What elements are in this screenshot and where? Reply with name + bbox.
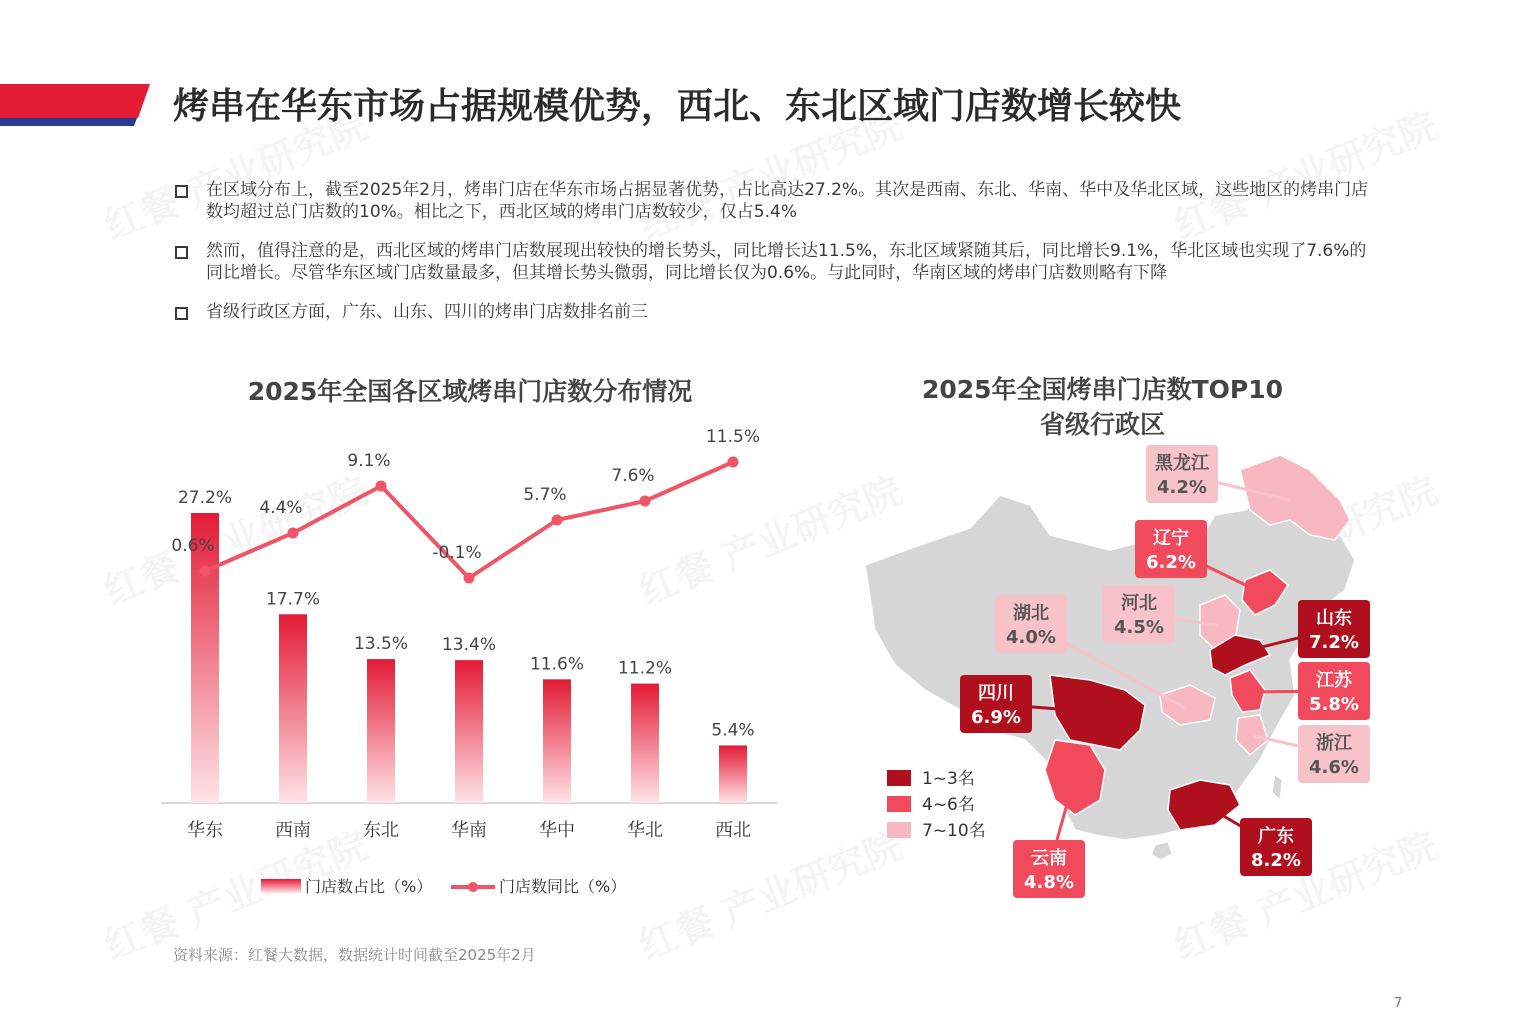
map-chart-title <box>880 372 1325 442</box>
bullet-text: 在区域分布上，截至2025年2月，烤串门店在华东市场占据显著优势，占比高达27.2%。其次是西南、东北、华南、华中及华北区域，这些地区的烤串门店数均超过总门店数的10%。相比之下，西北区域的烤串门店数较少，仅占5.4% <box>206 180 1369 222</box>
map-legend-swatch <box>887 822 911 838</box>
bar-value-label: 11.6% <box>529 654 585 675</box>
line-value-label: -0.1% <box>432 543 482 563</box>
callout-浙江 <box>1298 725 1370 783</box>
line-value-label: 5.7% <box>523 485 567 505</box>
map-island <box>1152 842 1172 860</box>
bullet-item <box>175 241 1375 284</box>
callout-山东 <box>1298 600 1370 658</box>
callout-value-label: 7.2% <box>1309 632 1359 653</box>
bar-value-label: 13.4% <box>441 635 497 656</box>
bar-东北 <box>367 659 395 803</box>
bar-value-label: 17.7% <box>265 589 321 610</box>
callout-value-label: 8.2% <box>1251 850 1301 871</box>
bar-西北 <box>719 745 747 803</box>
bullet-list <box>175 180 1375 342</box>
map-title-line-1: 2025年全国烤串门店数TOP10 <box>922 375 1283 404</box>
bullet-text: 然而，值得注意的是，西北区域的烤串门店数展现出较快的增长势头，同比增长达11.5%，东北区域紧随其后，同比增长9.1%，华北区域也实现了7.6%的同比增长。尽管华东区域门店数量最多，但其增长势头微弱，同比增长仅为0.6%。与此同时，华南区域的烤串门店数则略有下降 <box>206 241 1367 283</box>
map-title-line-2: 省级行政区 <box>1039 410 1165 439</box>
callout-province-name: 黑龙江 <box>1155 453 1209 474</box>
callout-辽宁 <box>1135 520 1207 578</box>
bar-line-chart <box>155 400 785 910</box>
callout-province-name: 湖北 <box>1013 603 1049 624</box>
map-legend-label: 1~3名 <box>922 769 975 789</box>
callout-province-name: 江苏 <box>1316 670 1352 691</box>
x-tick-label: 华南 <box>451 820 487 841</box>
legend-bar-swatch <box>261 879 301 893</box>
line-value-label: 9.1% <box>347 451 391 471</box>
x-tick-label: 华东 <box>187 820 223 841</box>
legend-line-label: 门店数同比（%） <box>499 877 627 896</box>
x-tick-label: 华北 <box>627 820 663 841</box>
bar-西南 <box>279 614 307 803</box>
bullet-item <box>175 180 1375 223</box>
bar-value-label: 11.2% <box>617 658 673 679</box>
bullet-square-icon <box>175 185 188 198</box>
bullet-text: 省级行政区方面，广东、山东、四川的烤串门店数排名前三 <box>206 302 648 322</box>
callout-value-label: 4.6% <box>1309 757 1359 778</box>
callout-黑龙江 <box>1146 445 1218 503</box>
map-island <box>1272 775 1282 800</box>
page-number: 7 <box>1394 996 1403 1011</box>
line-point <box>464 573 475 584</box>
callout-value-label: 4.0% <box>1006 627 1056 648</box>
line-value-label: 7.6% <box>611 466 655 486</box>
title-accent-bar <box>0 84 150 126</box>
province-guangdong <box>1168 780 1240 830</box>
bullet-square-icon <box>175 246 188 259</box>
callout-value-label: 6.2% <box>1146 552 1196 573</box>
map-legend-label: 4~6名 <box>922 795 975 815</box>
line-point <box>640 496 651 507</box>
line-point <box>288 528 299 539</box>
legend-bar-label: 门店数占比（%） <box>305 877 433 896</box>
line-point <box>728 457 739 468</box>
x-tick-label: 西北 <box>715 820 751 841</box>
x-tick-label: 西南 <box>275 820 311 841</box>
callout-河北 <box>1103 585 1175 643</box>
china-map <box>850 440 1520 910</box>
bar-chart-title: 2025年全国各区域烤串门店数分布情况 <box>247 377 693 406</box>
bar-华北 <box>631 684 659 803</box>
callout-value-label: 5.8% <box>1309 694 1359 715</box>
callout-江苏 <box>1298 662 1370 720</box>
x-tick-label: 东北 <box>363 820 399 841</box>
callout-湖北 <box>995 595 1067 653</box>
bar-value-label: 13.5% <box>353 634 409 655</box>
data-source-note: 资料来源：红餐大数据，数据统计时间截至2025年2月 <box>173 946 536 964</box>
callout-value-label: 4.8% <box>1024 872 1074 893</box>
callout-广东 <box>1240 818 1312 876</box>
bar-华中 <box>543 679 571 803</box>
map-legend-label: 7~10名 <box>922 821 986 841</box>
bar-华东 <box>191 513 219 803</box>
callout-province-name: 四川 <box>978 683 1014 704</box>
line-value-label: 0.6% <box>171 536 215 556</box>
callout-value-label: 4.2% <box>1157 477 1207 498</box>
callout-value-label: 4.5% <box>1114 617 1164 638</box>
bar-华南 <box>455 660 483 803</box>
line-value-label: 11.5% <box>705 427 761 447</box>
callout-province-name: 河北 <box>1121 593 1157 614</box>
callout-province-name: 辽宁 <box>1153 528 1189 549</box>
callout-province-name: 山东 <box>1316 608 1352 629</box>
callout-value-label: 6.9% <box>971 707 1021 728</box>
line-point <box>552 515 563 526</box>
map-legend-swatch <box>887 770 911 786</box>
line-point <box>376 481 387 492</box>
callout-province-name: 浙江 <box>1316 733 1352 754</box>
callout-云南 <box>1013 840 1085 898</box>
bar-value-label: 27.2% <box>177 488 233 508</box>
line-value-label: 4.4% <box>259 498 303 518</box>
callout-四川 <box>960 675 1032 733</box>
bullet-item <box>175 302 1375 324</box>
callout-province-name: 云南 <box>1031 848 1067 869</box>
callout-province-name: 广东 <box>1258 826 1294 847</box>
legend-line-marker <box>468 882 478 892</box>
map-legend-swatch <box>887 796 911 812</box>
page-title: 烤串在华东市场占据规模优势，西北、东北区域门店数增长较快 <box>173 86 1182 127</box>
bullet-square-icon <box>175 307 188 320</box>
x-tick-label: 华中 <box>539 820 575 841</box>
line-point <box>200 566 211 577</box>
bar-value-label: 5.4% <box>711 720 755 741</box>
